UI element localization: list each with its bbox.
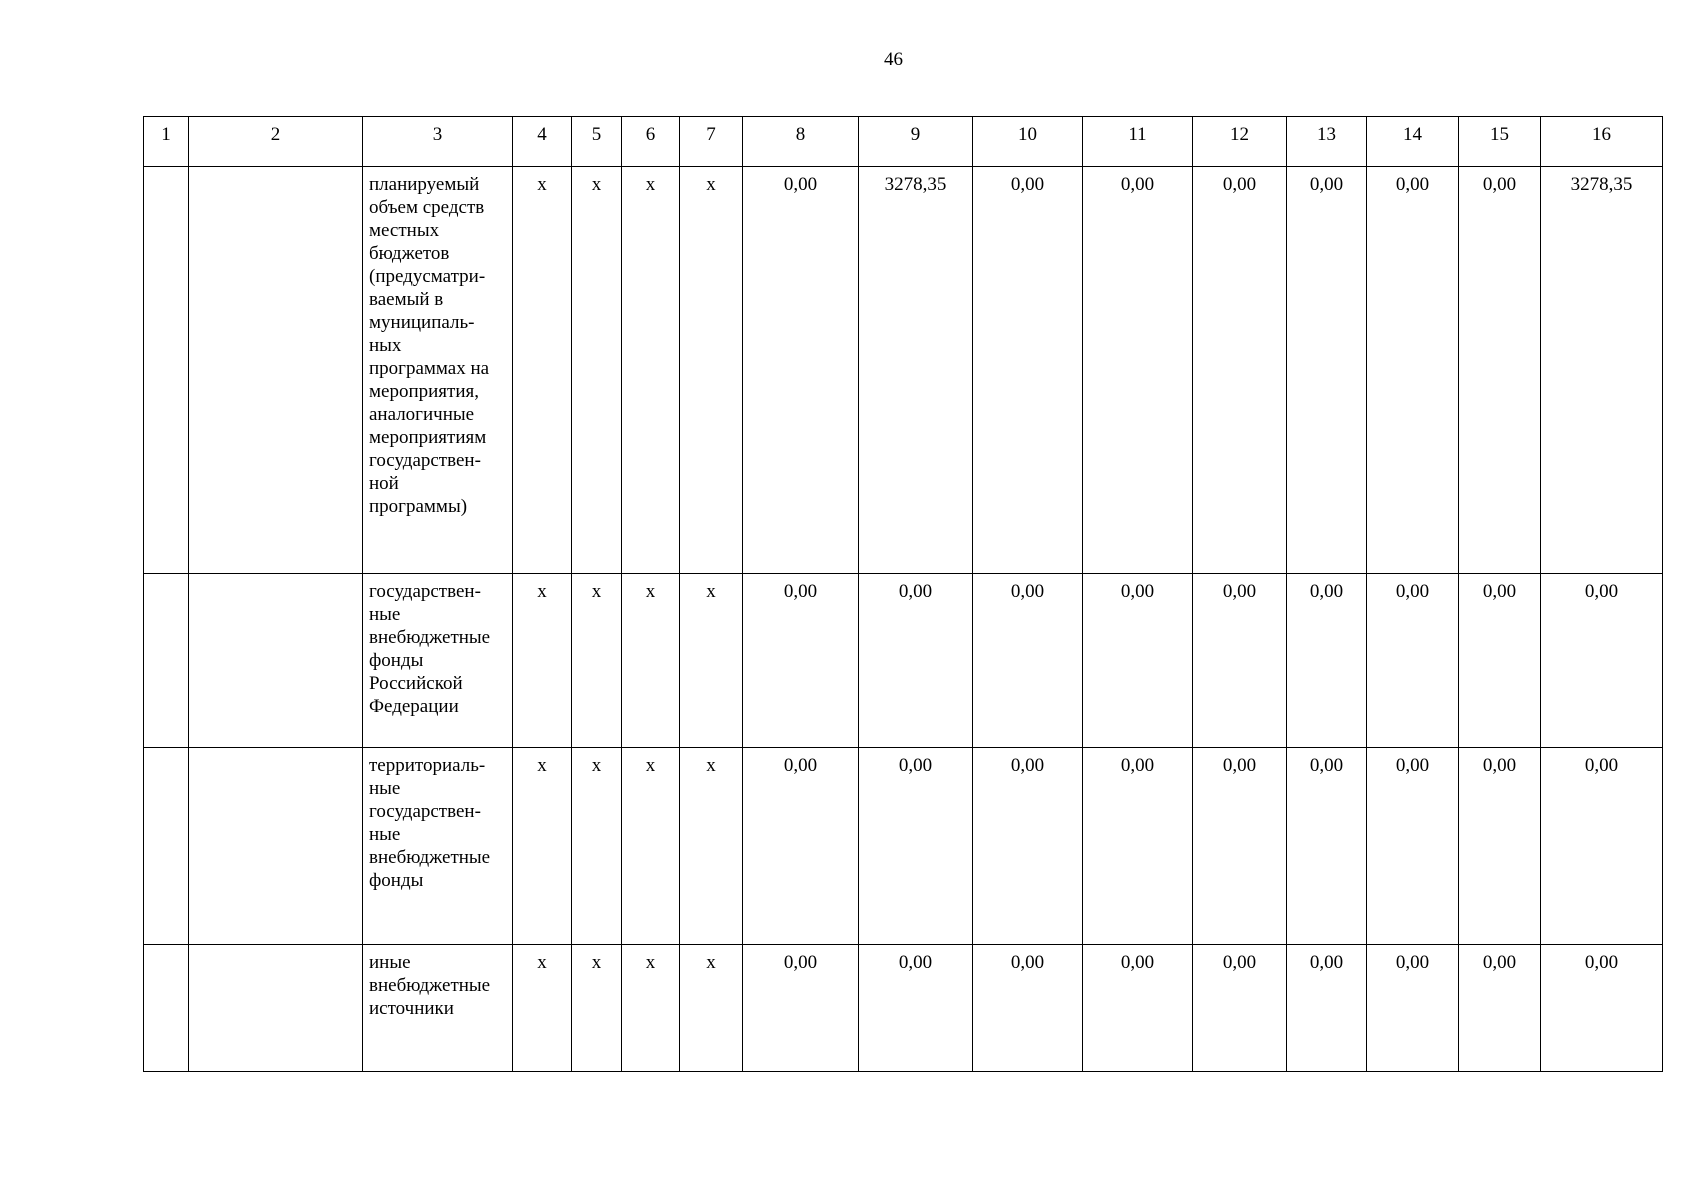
mark-cell: x — [572, 748, 622, 945]
description-line: мероприятиям — [369, 427, 487, 448]
row-number-cell — [144, 167, 189, 574]
description-line: внебюджетные — [369, 847, 491, 868]
value-cell: 0,00 — [1083, 167, 1193, 574]
column-header: 1 — [144, 117, 189, 167]
value-cell: 3278,35 — [1541, 167, 1663, 574]
description-line: государствен- — [369, 581, 481, 602]
row-name-cell — [189, 167, 363, 574]
description-line: Российской — [369, 673, 463, 694]
table-header-row — [144, 117, 1663, 167]
row-description — [363, 945, 513, 1072]
description-line: ных — [369, 335, 402, 356]
row-description — [363, 748, 513, 945]
description-line: программах на — [369, 358, 490, 379]
column-header: 13 — [1287, 117, 1367, 167]
description-line: программы) — [369, 496, 468, 517]
row-description — [363, 574, 513, 748]
value-cell: 0,00 — [973, 945, 1083, 1072]
value-cell: 0,00 — [1367, 167, 1459, 574]
column-header: 2 — [189, 117, 363, 167]
mark-cell: x — [622, 574, 680, 748]
value-cell: 0,00 — [743, 574, 859, 748]
column-header: 9 — [859, 117, 973, 167]
description-line: аналогичные — [369, 404, 475, 425]
column-header: 10 — [973, 117, 1083, 167]
description-line: внебюджетные — [369, 975, 491, 996]
table-row — [144, 167, 1663, 574]
value-cell: 0,00 — [1083, 748, 1193, 945]
description-line: территориаль- — [369, 755, 486, 776]
row-number-cell — [144, 748, 189, 945]
table-row — [144, 748, 1663, 945]
row-description — [363, 167, 513, 574]
column-header: 6 — [622, 117, 680, 167]
description-line: фонды — [369, 870, 424, 891]
value-cell: 0,00 — [1193, 945, 1287, 1072]
value-cell: 3278,35 — [859, 167, 973, 574]
value-cell: 0,00 — [1287, 574, 1367, 748]
value-cell: 0,00 — [1367, 574, 1459, 748]
value-cell: 0,00 — [743, 748, 859, 945]
row-number-cell — [144, 574, 189, 748]
description-line: Федерации — [369, 696, 459, 717]
column-header: 16 — [1541, 117, 1663, 167]
column-header: 14 — [1367, 117, 1459, 167]
mark-cell: x — [513, 945, 572, 1072]
table-row — [144, 574, 1663, 748]
column-header: 15 — [1459, 117, 1541, 167]
value-cell: 0,00 — [1459, 945, 1541, 1072]
description-line: мероприятия, — [369, 381, 479, 402]
description-line: источники — [369, 998, 454, 1019]
description-line: ные — [369, 604, 401, 625]
value-cell: 0,00 — [1193, 167, 1287, 574]
value-cell: 0,00 — [1287, 748, 1367, 945]
page-number: 46 — [884, 49, 903, 70]
row-name-cell — [189, 748, 363, 945]
value-cell: 0,00 — [973, 748, 1083, 945]
column-header: 5 — [572, 117, 622, 167]
description-line: государствен- — [369, 450, 481, 471]
description-line: иные — [369, 952, 411, 973]
value-cell: 0,00 — [1193, 748, 1287, 945]
value-cell: 0,00 — [1083, 574, 1193, 748]
value-cell: 0,00 — [1459, 167, 1541, 574]
value-cell: 0,00 — [1193, 574, 1287, 748]
value-cell: 0,00 — [1541, 574, 1663, 748]
row-name-cell — [189, 574, 363, 748]
column-header: 4 — [513, 117, 572, 167]
mark-cell: x — [513, 167, 572, 574]
row-name-cell — [189, 945, 363, 1072]
budget-table — [143, 116, 1663, 1072]
row-number-cell — [144, 945, 189, 1072]
description-line: государствен- — [369, 801, 481, 822]
description-line: ные — [369, 778, 401, 799]
description-line: объем средств — [369, 197, 485, 218]
description-line: внебюджетные — [369, 627, 491, 648]
mark-cell: x — [572, 167, 622, 574]
mark-cell: x — [680, 945, 743, 1072]
description-line: бюджетов — [369, 243, 450, 264]
value-cell: 0,00 — [1541, 945, 1663, 1072]
mark-cell: x — [680, 748, 743, 945]
description-line: ные — [369, 824, 401, 845]
value-cell: 0,00 — [859, 748, 973, 945]
description-line: местных — [369, 220, 440, 241]
description-line: ваемый в — [369, 289, 444, 310]
value-cell: 0,00 — [1459, 748, 1541, 945]
description-line: планируемый — [369, 174, 480, 195]
description-line: фонды — [369, 650, 424, 671]
mark-cell: x — [572, 574, 622, 748]
value-cell: 0,00 — [743, 945, 859, 1072]
mark-cell: x — [513, 748, 572, 945]
value-cell: 0,00 — [973, 574, 1083, 748]
value-cell: 0,00 — [1541, 748, 1663, 945]
value-cell: 0,00 — [859, 574, 973, 748]
table-row — [144, 945, 1663, 1072]
column-header: 3 — [363, 117, 513, 167]
description-line: муниципаль- — [369, 312, 475, 333]
mark-cell: x — [622, 167, 680, 574]
value-cell: 0,00 — [859, 945, 973, 1072]
value-cell: 0,00 — [743, 167, 859, 574]
value-cell: 0,00 — [1367, 945, 1459, 1072]
mark-cell: x — [680, 574, 743, 748]
column-header: 7 — [680, 117, 743, 167]
value-cell: 0,00 — [1083, 945, 1193, 1072]
value-cell: 0,00 — [1459, 574, 1541, 748]
mark-cell: x — [622, 748, 680, 945]
description-line: ной — [369, 473, 399, 494]
value-cell: 0,00 — [1287, 167, 1367, 574]
value-cell: 0,00 — [1367, 748, 1459, 945]
column-header: 8 — [743, 117, 859, 167]
mark-cell: x — [572, 945, 622, 1072]
value-cell: 0,00 — [973, 167, 1083, 574]
mark-cell: x — [513, 574, 572, 748]
mark-cell: x — [622, 945, 680, 1072]
column-header: 11 — [1083, 117, 1193, 167]
mark-cell: x — [680, 167, 743, 574]
column-header: 12 — [1193, 117, 1287, 167]
value-cell: 0,00 — [1287, 945, 1367, 1072]
description-line: (предусматри- — [369, 266, 486, 287]
